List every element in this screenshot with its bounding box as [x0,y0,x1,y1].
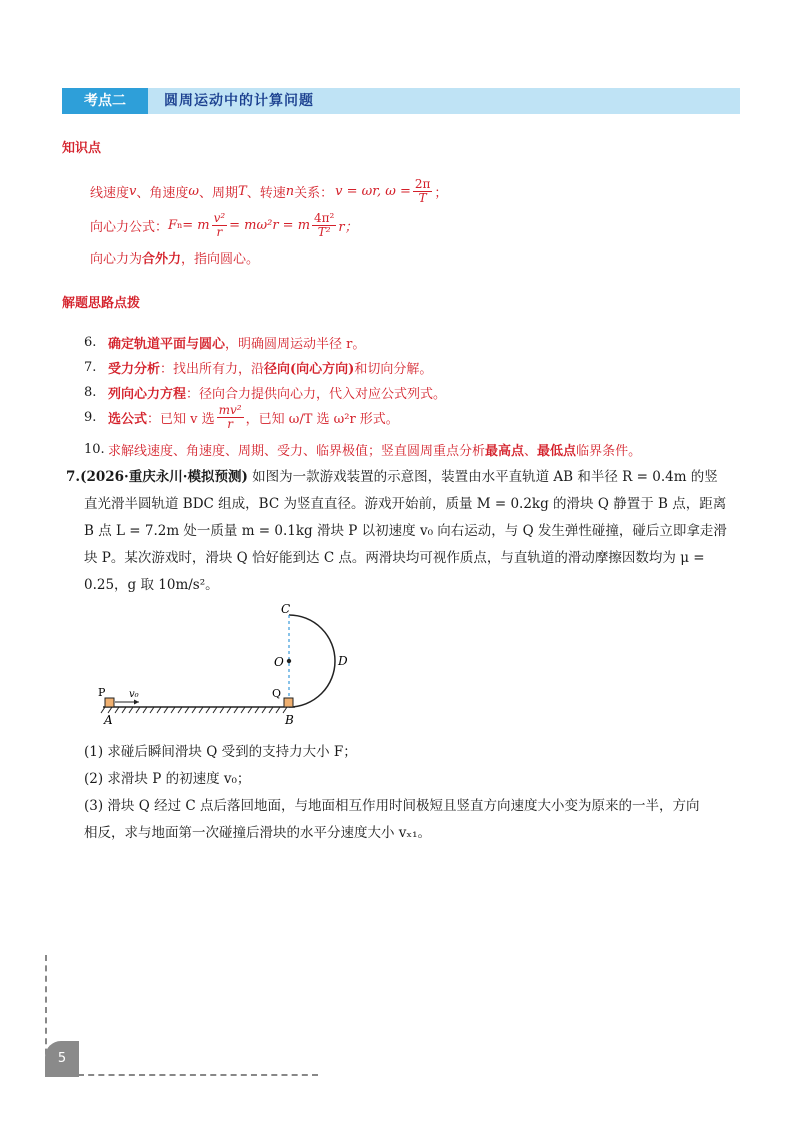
problem-line-4: 块 P。某次游戏时，滑块 Q 恰好能到达 C 点。两滑块均可视作质点，与直轨道的滑动摩擦因数均为 μ = [84,550,705,566]
problem-line-1: 7.(2026·重庆永川·模拟预测) 如图为一款游戏装置的示意图，装置由水平直轨道 AB 和半径 R = 0.4m 的竖 [66,469,718,485]
label-d: D [338,654,348,668]
tip-item-8: 8. 列向心力方程 ：径向合力提供向心力，代入对应公式列式。 [84,385,447,402]
question-3-line-1: (3) 滑块 Q 经过 C 点后落回地面，与地面相互作用时间极短且竖直方向速度大小变为原来的一半，方向 [84,798,700,814]
section-tag: 考点二 [62,88,148,114]
footer-dashed-horizontal [78,1074,318,1076]
semicircle-track [289,615,335,707]
problem-line-5: 0.25，g 取 10m/s²。 [84,577,219,593]
label-p: P [98,686,106,699]
question-2: (2) 求滑块 P 的初速度 v₀； [84,771,251,787]
label-o: O [274,655,284,669]
page-number: 5 [45,1041,79,1077]
knowledge-line-3: 向心力为 合外力 ，指向圆心。 [90,252,260,267]
tip-item-10: 10. 求解线速度、角速度、周期、受力、临界极值；竖直圆周重点分析 最高点 、 最低点 临界条件。 [84,442,642,459]
section-header [62,88,740,114]
question-1: (1) 求碰后瞬间滑块 Q 受到的支持力大小 F； [84,744,357,760]
knowledge-line-2: 向心力公式： F n = m $\frac{\text{v²}}{r}$ = mω²r = m $\frac{\text{4π²}}{\text{T²}}$ r； [90,211,358,239]
question-3-line-2: 相反，求与地面第一次碰撞后滑块的水平分速度大小 vₓ₁。 [84,825,432,841]
ground-hatch [101,707,287,713]
tip-item-7: 7. 受力分析 ：找出所有力，沿 径向(向心方向) 和切向分解。 [84,360,433,377]
problem-line-2: 直光滑半圆轨道 BDC 组成，BC 为竖直直径。游戏开始前，质量 M = 0.2kg 的滑块 Q 静置于 B 点，距离 [84,496,727,512]
tips-heading: 解题思路点拨 [62,296,141,311]
tip-item-9: 9. 选公式 ：已知 v 选 $\frac{\text{mv²}}{r}$ ，已知 ω/T 选 ω²r 形式。 [84,403,399,431]
label-b: B [285,713,294,727]
center-point [287,659,291,663]
tip-item-6: 6. 确定轨道平面与圆心 ，明确圆周运动半径 r。 [84,335,366,352]
knowledge-heading: 知识点 [62,141,102,156]
label-c: C [281,602,291,616]
track-diagram [95,600,365,730]
label-a: A [104,713,113,727]
label-q: Q [272,687,282,700]
block-q [284,698,293,707]
section-title: 圆周运动中的计算问题 [164,93,314,109]
block-p [105,698,114,707]
knowledge-line-1: 线速度 v 、角速度 ω 、周期 T 、转速 n 关系： v = ωr, ω = $\frac{2\pi}{T}$ ； [90,177,448,205]
label-v0: v₀ [129,689,139,700]
problem-line-3: B 点 L = 7.2m 处一质量 m = 0.1kg 滑块 P 以初速度 v₀ 向右运动，与 Q 发生弹性碰撞，碰后立即拿走滑 [84,523,727,539]
arrow-head [134,700,139,705]
